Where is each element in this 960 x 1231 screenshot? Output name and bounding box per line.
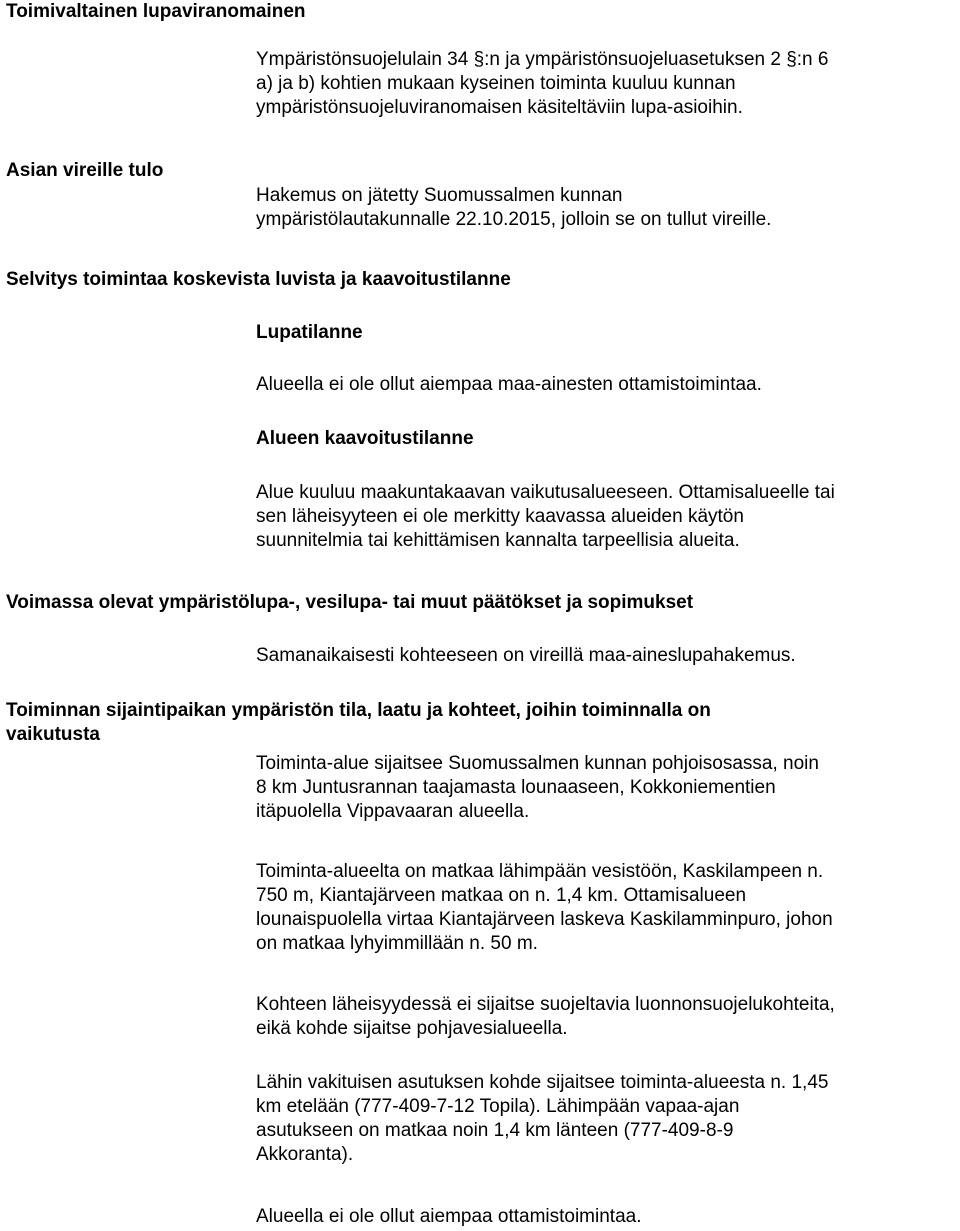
text-line: lounaispuolella virtaa Kiantajärveen laskeva Kaskilamminpuro, johon: [256, 909, 833, 930]
text-line: eikä kohde sijaitse pohjavesialueella.: [256, 1018, 568, 1039]
heading-initiation: Asian vireille tulo: [6, 160, 164, 181]
heading-line: Toiminnan sijaintipaikan ympäristön tila, laatu ja kohteet, joihin toiminnalla on: [6, 700, 711, 721]
text-line: Toiminta-alue sijaitsee Suomussalmen kunnan pohjoisosassa, noin: [256, 753, 819, 774]
text-line: 8 km Juntusrannan taajamasta lounaaseen, Kokkoniementien: [256, 777, 776, 798]
text-line: ympäristölautakunnalle 22.10.2015, jolloin se on tullut vireille.: [256, 209, 772, 230]
heading-valid-decisions: Voimassa olevat ympäristölupa-, vesilupa- tai muut päätökset ja sopimukset: [6, 592, 694, 613]
paragraph-authority: [256, 48, 828, 120]
paragraph-waters: [256, 860, 833, 956]
text-line: Toiminta-alueelta on matkaa lähimpään vesistöön, Kaskilampeen n.: [256, 861, 824, 882]
paragraph-housing: [256, 1071, 828, 1167]
text-line: km etelään (777-409-7-12 Topila). Lähimpään vapaa-ajan: [256, 1096, 740, 1117]
text-line: Ympäristönsuojelulain 34 §:n ja ympäristönsuojeluasetuksen 2 §:n 6: [256, 49, 829, 70]
text-line: a) ja b) kohtien mukaan kyseinen toiminta kuuluu kunnan: [256, 73, 736, 94]
heading-permits-zoning: Selvitys toimintaa koskevista luvista ja kaavoitustilanne: [6, 269, 511, 290]
text-line: sen läheisyyteen ei ole merkitty kaavassa alueiden käytön: [256, 506, 744, 527]
text-line: Alue kuuluu maakuntakaavan vaikutusalueeseen. Ottamisalueelle tai: [256, 482, 835, 503]
paragraph-protection: [256, 993, 835, 1041]
heading-line: vaikutusta: [6, 724, 100, 745]
heading-authority: Toimivaltainen lupaviranomainen: [6, 1, 306, 22]
paragraph-location: [256, 752, 819, 824]
text-line: on matkaa lyhyimmillään n. 50 m.: [256, 933, 538, 954]
paragraph-valid-decisions: Samanaikaisesti kohteeseen on vireillä maa-aineslupahakemus.: [256, 645, 796, 666]
subheading-permits: Lupatilanne: [256, 322, 363, 343]
paragraph-history: Alueella ei ole ollut aiempaa ottamistoimintaa.: [256, 1206, 642, 1227]
text-line: suunnitelmia tai kehittämisen kannalta tarpeellisia alueita.: [256, 530, 740, 551]
text-line: ympäristönsuojeluviranomaisen käsiteltäviin lupa-asioihin.: [256, 97, 743, 118]
text-line: Hakemus on jätetty Suomussalmen kunnan: [256, 185, 623, 206]
text-line: Lähin vakituisen asutuksen kohde sijaitsee toiminta-alueesta n. 1,45: [256, 1072, 829, 1093]
heading-environment: [6, 699, 711, 747]
text-line: Kohteen läheisyydessä ei sijaitse suojeltavia luonnonsuojelukohteita,: [256, 994, 835, 1015]
paragraph-initiation: [256, 184, 771, 232]
text-line: asutukseen on matkaa noin 1,4 km länteen (777-409-8-9: [256, 1120, 734, 1141]
text-line: Akkoranta).: [256, 1144, 354, 1165]
paragraph-zoning: [256, 481, 835, 553]
paragraph-permits: Alueella ei ole ollut aiempaa maa-ainesten ottamistoimintaa.: [256, 374, 762, 395]
subheading-zoning: Alueen kaavoitustilanne: [256, 428, 474, 449]
text-line: 750 m, Kiantajärveen matkaa on n. 1,4 km. Ottamisalueen: [256, 885, 747, 906]
text-line: itäpuolella Vippavaaran alueella.: [256, 801, 530, 822]
